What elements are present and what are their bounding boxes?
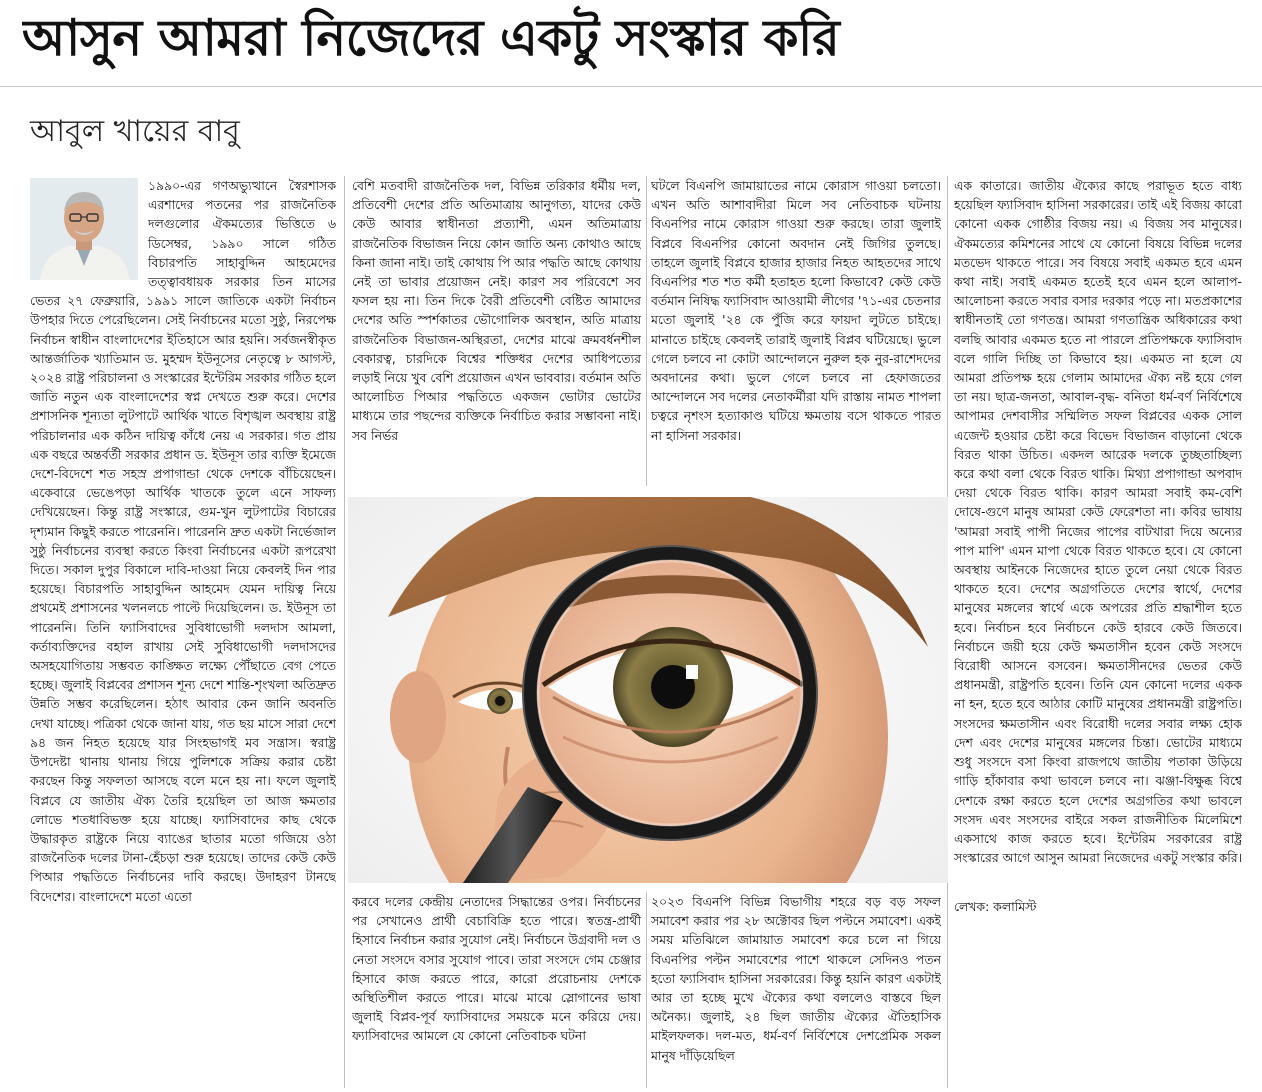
column-2-text: বেশি মতবাদী রাজনৈতিক দল, বিভিন্ন তরিকার ধর্মীয় দল, প্রতিবেশী দেশের প্রতি অতিমাত্রায় আনুগত্য, যাদের কেউ কেউ আবার স্বাধীনতা প্রত্যাশী, এমন অতিমাত্রায় রাজনৈতিক বিভাজন নিয়ে কোন জাতি অন্য কোথাও আছে কিনা জানা নাই। তাই কোথায় পি আর পদ্ধতি আছে কোথায় নেই তা ভাবার প্রয়োজন নেই। কারণ সব পরিবেশে সব ফসল হয় না। তিন দিকে বৈরী প্রতিবেশী বেষ্টিত আমাদের দেশের অতি স্পর্শকাতর ভৌগোলিক অবস্থান, অতি মাত্রায় রাজনৈতিক বিভাজন-অস্থিরতা, দেশের মাঝে ক্রমবর্ধনশীল বেকারত্ব, চারদিকে বিশ্বের শক্তিধর দেশের আধিপত্যের লড়াই নিয়ে খুব বেশি প্রয়োজন এখন ভাববার। বর্তমান অতি আলোচিত পিআর পদ্ধতিতে একজন ভোটার ভোটের মাধ্যমে তার পছন্দের ব্যক্তিকে নির্বাচিত করার সম্ভাবনা নাই। সব নির্ভর [352,178,641,443]
column-3-text: ঘটলে বিএনপি জামায়াতের নামে কোরাস গাওয়া চলতো। এখন অতি আশাবাদীরা মিলে সব নেতিবাচক ঘটনায় বিএনপির নামে কোরাস গাওয়া শুরু করছে। তারা জুলাই বিপ্লবে বিএনপির কোনো অবদান নেই জিগির তুলছে। তাহলে জুলাই বিপ্লবে হাজার হাজার নিহত আহতদের সাথে বিএনপির শত শত কর্মী হতাহত হলো কিভাবে? কেউ কেউ বর্তমান নিষিদ্ধ ফ্যাসিবাদ আওয়ামী লীগের '৭১-এর চেতনার মতো জুলাই '২৪ কে পুঁজি করে ফায়দা লুটতে চাইছে। মানাতে চাইছে কেবলই তারাই জুলাই বিপ্লব ঘটিয়েছে। ভুলে গেলে চলবে না কোটা আন্দোলনে নুরুল হক নুর-রাশেদদের অবদানের কথা। ভুলে গেলে চলবে না হেফাজতের আন্দোলনে সব দলের নেতাকর্মীরা যদি রাস্তায় নামত শাপলা চত্বরে নৃশংস হত্যাকাণ্ড ঘটিয়ে ক্ষমতায় বসে থাকতে পারত না হাসিনা সরকার। [651,178,941,443]
column-divider [646,892,647,1088]
author-credit: লেখক: কলামিস্ট [954,899,1037,915]
author-photo [30,178,138,280]
child-with-magnifying-glass-icon [348,497,948,883]
column-2-lower-text: করবে দলের কেন্দ্রীয় নেতাদের সিদ্ধান্তের ওপর। নির্বাচনের পর সেখানেও প্রার্থী বেচাবিক্রি হতে পারে। স্বতন্ত্র-প্রার্থী হিসাবে নির্বাচন করার সুযোগ নেই। নির্বাচনে উগ্রবাদী দল ও নেতা সংসদে বসার সুযোগ পাবে। তারা সংসদে গেম চেঞ্জার হিসাবে কাজ করতে পারে, কারো প্ররোচনায় দেশকে অস্থিতিশীল করতে পারে। মাঝে মাঝে স্লোগানের ভাষা জুলাই বিপ্লব-পূর্ব ফ্যাসিবাদের সময়কে মনে করিয়ে দেয়। ফ্যাসিবাদের আমলে যে কোনো নেতিবাচক ঘটনা [352,894,641,1044]
column-divider [646,176,647,486]
article-illustration [348,497,948,883]
headline: আসুন আমরা নিজেদের একটু সংস্কার করি [22,9,840,67]
article-column-4 [954,176,1242,1076]
headline-divider [0,86,1262,87]
author-portrait-icon [30,178,138,280]
article-column-3 [651,176,941,486]
article-column-2 [352,176,641,486]
column-divider [344,176,345,1088]
byline: আবুল খায়ের বাবু [30,114,240,149]
article-column-3-lower [651,892,941,1088]
article-column-1 [30,176,336,1088]
column-4-text: এক কাতারে। জাতীয় ঐক্যের কাছে পরাভূত হতে বাধ্য হয়েছিল ফ্যাসিবাদ হাসিনা সরকারের। তাই এই বিজয় কারো কোনো একক গোষ্ঠীর বিজয় নয়। এ বিজয় সব মানুষের। ঐকমত্যের কমিশনের সাথে যে কোনো বিষয়ে বিভিন্ন দলের মতভেদ থাকতে পারে। সব বিষয়ে সবাই একমত হবে এমন কথা নাই। সবাই একমত হতেই হবে এমন হলে আলাপ-আলোচনা করতে সবার বসার দরকার পড়ে না। মতপ্রকাশের স্বাধীনতাই তো গণতন্ত্র। আমরা গণতান্ত্রিক অধিকারের কথা বলছি আবার একমত হতে না পারলে প্রতিপক্ষকে ফ্যাসিবাদ বলে গালি দিচ্ছি তা কিভাবে হয়। একমত না হলে যে আমরা প্রতিপক্ষ হয়ে গেলাম আমাদের ঐক্য নষ্ট হয়ে গেল তা নয়। ছাত্র-জনতা, আবাল-বৃদ্ধ- বনিতা ধর্ম-বর্ণ নির্বিশেষে আপামর দেশবাসীর সম্মিলিত সফল বিপ্লবের একক সোল এজেন্ট হওয়ার চেষ্টা করে বিভেদ বিভাজন বাড়ানো থেকে বিরত থাকা উচিত। একদল আরেক দলকে তুচ্ছতাচ্ছিল্য করে কথা বলা থেকে বিরত থাকি। মিথ্যা প্রপাগান্ডা অপবাদ দেয়া থেকে বিরত থাকি। কারণ আমরা সবাই কম-বেশি দোষে-গুণে মানুষ আমরা কেউ ফেরেশতা না। কবির ভাষায় 'আমরা সবাই পাপী নিজের পাপের বাটখারা দিয়ে অন্যের পাপ মাপি' এমন মাপা থেকে বিরত থাকতে হবে। যে কোনো অবস্থায় আইনকে নিজেদের হাতে তুলে নেয়া থেকে বিরত থাকতে হবে। দেশের অগ্রগতিতে দেশের স্বার্থে, দেশের মানুষের মঙ্গলের স্বার্থে একে অপরের প্রতি শ্রদ্ধাশীল হতে হবে। নির্বাচন হবে নির্বাচনে কেউ হারবে কেউ জিতবে। নির্বাচনে জয়ী হয়ে কেউ ক্ষমতাসীন হবেন কেউ সংসদে বিরোধী আসনে বসবেন। ক্ষমতাসীনদের ভেতর কেউ প্রধানমন্ত্রী, রাষ্ট্রপতি হবেন। তিনি যেন কোনো দলের একক না হন, হতে হবে আঠার কোটি মানুষের প্রধানমন্ত্রী রাষ্ট্রপতি। সংসদের ক্ষমতাসীন এবং বিরোধী দলের সবার লক্ষ্য হোক দেশ এবং দেশের মানুষের মঙ্গলের চিন্তা। ভোটের মাধ্যমে শুধু সংসদে বসা কিংবা রাজপথে জাতীয় পতাকা উড়িয়ে গাড়ি হাঁকাবার কথা ভাবলে চলবে না। ঝঞ্জা-বিক্ষুব্ধ বিশ্বে দেশকে রক্ষা করতে হলে দেশের অগ্রগতির কথা ভাবলে সংসদ এবং সংসদের বাইরে সকল রাজনীতিক মিলেমিশে একসাথে কাজ করতে হবে। ইন্টেরিম সরকারের রাষ্ট্র সংস্কারের আগে আসুন আমরা নিজেদের একটু সংস্কার করি। [954,178,1242,866]
column-1-text: ১৯৯০-এর গণঅভ্যুত্থানে স্বৈরশাসক এরশাদের পতনের পর রাজনৈতিক দলগুলোর ঐকমত্যের ভিত্তিতে ৬ ডিসেম্বর, ১৯৯০ সালে গঠিত বিচারপতি সাহাবুদ্দিন আহমেদের তত্ত্বাবধায়ক সরকার তিন মাসের ভেতর ২৭ ফেব্রুয়ারি, ১৯৯১ সালে জাতিকে একটা নির্বাচন উপহার দিতে পেরেছিলেন। সেই নির্বাচনের মতো সুষ্ঠু, নিরপেক্ষ নির্বাচন স্বাধীন বাংলাদেশের ইতিহাসে আর হয়নি। সর্বজনস্বীকৃত আন্তর্জাতিক খ্যাতিমান ড. মুহম্মদ ইউনূসের নেতৃত্বে ৮ আগস্ট, ২০২৪ রাষ্ট্র পরিচালনা ও সংস্কারের ইন্টেরিম সরকার গঠিত হলে জাতি নতুন এক বাংলাদেশের স্বপ্ন দেখতে শুরু করে। দেশের প্রশাসনিক শূন্যতা লুটপাটে আর্থিক খাতে বিশৃঙ্খল অবস্থায় রাষ্ট্র পরিচালনার এক কঠিন দায়িত্ব কাঁধে নেয় এ সরকার। গত প্রায় এক বছরে অন্তর্বর্তী সরকার প্রধান ড. ইউনূস তার ব্যক্তি ইমেজে দেশে-বিদেশে শত সহস্র প্রপাগান্ডা থেকে দেশকে বাঁচিয়েছেন। একেবারে ভেঙেপড়া আর্থিক খাতকে তুলে এনে সাফল্য দেখিয়েছেন। কিন্তু রাষ্ট্র সংস্কারে, গুম-খুন লুটপাটের বিচারের দৃশ্যমান কিছুই করতে পারেননি। পারেননি দ্রুত একটা নির্ভেজাল সুষ্ঠু নির্বাচনের ব্যবস্থা করতে কিংবা নির্বাচনের একটা রূপরেখা দিতে। সকাল দুপুর বিকালে দাবি-দাওয়া নিয়ে কেবলই দিন পার হয়েছে। বিচারপতি সাহাবুদ্দিন আহমেদ যেমন দায়িত্ব নিয়ে প্রথমেই প্রশাসনের খলনলচে পাল্টে দিয়েছিলেন। ড. ইউনূস তা পারেননি। তিনি ফ্যাসিবাদের সুবিধাভোগী দলদাস আমলা, কর্তাব্যক্তিদের বহাল রাখায় সেই সুবিধাভোগী দলদাসদের অসহযোগিতায় সম্ভবত কাঙ্ক্ষিত লক্ষ্যে পৌঁছাতে বেগ পেতে হচ্ছে। জুলাই বিপ্লবের প্রশাসন শূন্য দেশে শান্তি-শৃংখলা অতিদ্রুত উন্নতি সম্ভব করেছিলেন। হঠাৎ আবার কেন জানি অবনতি দেখা যাচ্ছে। পত্রিকা থেকে জানা যায়, গত ছয় মাসে সারা দেশে ৯৪ জন নিহত হয়েছে যার সিংহভাগই মব সন্ত্রাস। স্বরাষ্ট্র উপদেষ্টা থানায় থানায় গিয়ে পুলিশকে সক্রিয় করার চেষ্টা করছেন কিন্তু সফলতা আসছে বলে মনে হয় না। ফলে জুলাই বিপ্লবে যে জাতীয় ঐক্য তৈরি হয়েছিল তা আজ ক্ষমতার লোভে শতধাবিভক্ত হয়ে যাচ্ছে। ফ্যাসিবাদের কাছ থেকে উদ্ধারকৃত রাষ্ট্রকে নিয়ে ব্যাঙের ছাতার মতো গজিয়ে ওঠা রাজনৈতিক দলের টানা-হেঁচড়া শুরু হয়েছে। তাদের কেউ কেউ পিআর পদ্ধতিতে নির্বাচনের দাবি করছে। উদাহরণ টানছে বিদেশের। বাংলাদেশে মতো এতো [30,178,336,904]
article-column-2-lower [352,892,641,1088]
column-3-lower-text: ২০২৩ বিএনপি বিভিন্ন বিভাগীয় শহরে বড় বড় সফল সমাবেশ করার পর ২৮ অক্টোবর ছিল পল্টনে সমাবেশ। একই সময় মতিঝিলে জামায়াত সমাবেশ করে চলে না গিয়ে বিএনপির পল্টন সমাবেশের পাশে থাকলে সেদিনও পতন হতো ফ্যাসিবাদ হাসিনা সরকারের। কিন্তু হয়নি কারণ একটাই আর তা হচ্ছে মুখে ঐক্যের কথা বললেও বাস্তবে ছিল অনৈক্য। জুলাই, ২৪ ছিল জাতীয় ঐক্যের ঐতিহাসিক মাইলফলক। দল-মত, ধর্ম-বর্ণ নির্বিশেষে দেশপ্রেমিক সকল মানুষ দাঁড়িয়েছিল [651,894,941,1063]
